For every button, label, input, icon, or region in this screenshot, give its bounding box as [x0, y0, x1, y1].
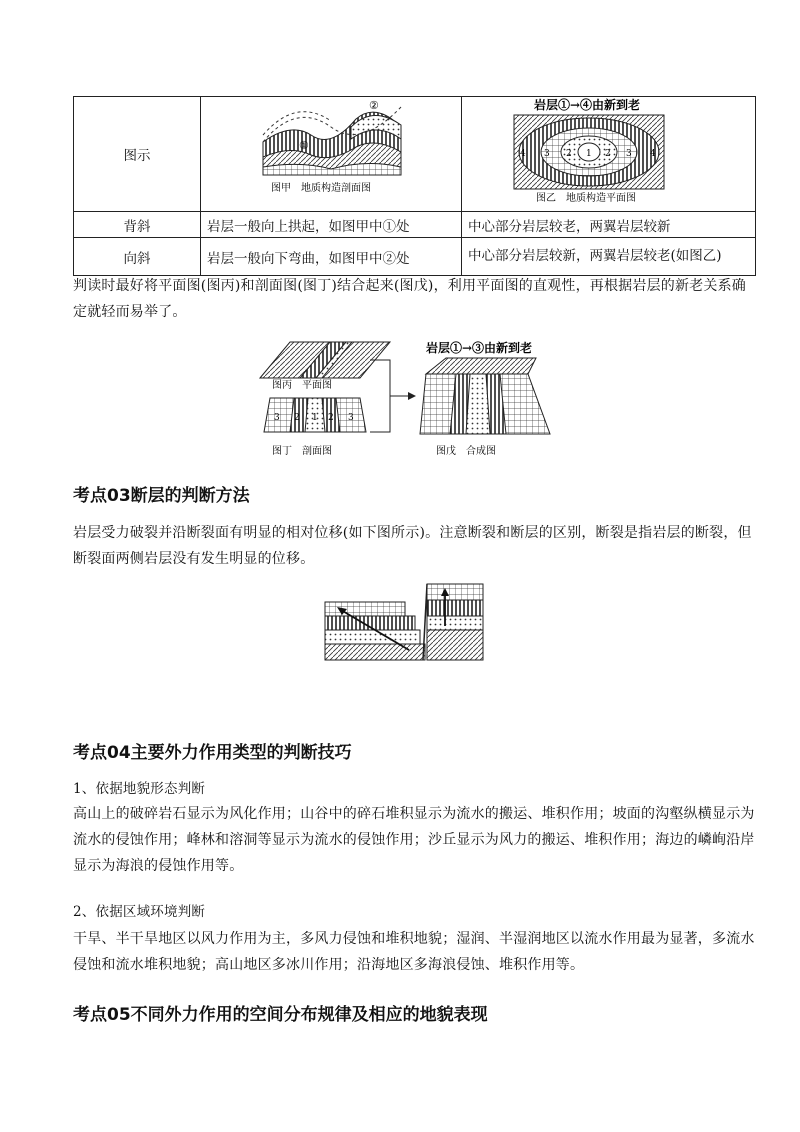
sec-num-3: 2 — [328, 413, 334, 423]
cap-plan: 图丙 平面图 — [272, 380, 332, 391]
sec-num-4: 3 — [348, 413, 354, 423]
row-label-figure: 图示 — [74, 97, 201, 212]
heading-section-04: 考点04主要外力作用类型的判断技巧 — [73, 743, 352, 763]
mark-2: ② — [369, 99, 379, 112]
fold-comparison-table — [73, 96, 756, 276]
fig-a-caption: 图甲 地质构造剖面图 — [271, 183, 371, 194]
anticline-plan: 中心部分岩层较老，两翼岩层较新 — [462, 212, 756, 238]
section-04-sub1: 1、依据地貌形态判断 — [73, 781, 206, 797]
plan-num-4: 2 — [605, 149, 611, 159]
plan-num-6: 4 — [650, 149, 656, 159]
row-label-anticline: 背斜 — [74, 212, 201, 238]
section-04-sub2: 2、依据区域环境判断 — [73, 904, 206, 920]
section-03-body: 岩层受力破裂并沿断裂面有明显的相对位移(如下图所示)。注意断裂和断层的区别，断裂是指岩层的断裂，但断裂面两侧岩层没有发生明显的位移。 — [73, 525, 752, 567]
plan-diagram — [462, 97, 752, 207]
combo-title: 岩层①→③由新到老 — [426, 341, 533, 355]
row-label-syncline: 向斜 — [74, 238, 201, 276]
plan-num-1: 3 — [544, 149, 550, 159]
syncline-plan: 中心部分岩层较新，两翼岩层较老(如图乙) — [462, 238, 756, 276]
section-04-body2: 干旱、半干旱地区以风力作用为主，多风力侵蚀和堆积地貌；湿润、半湿润地区以流水作用最为显著，多流水侵蚀和流水堆积地貌；高山地区多冰川作用；沿海地区多海浪侵蚀、堆积作用等。 — [73, 931, 755, 973]
heading-section-03: 考点03断层的判断方法 — [73, 486, 250, 506]
cap-section: 图丁 剖面图 — [272, 446, 332, 457]
fig-b-caption: 图乙 地质构造平面图 — [536, 193, 636, 204]
heading-section-05: 考点05不同外力作用的空间分布规律及相应的地貌表现 — [73, 1005, 488, 1025]
anticline-profile: 岩层一般向上拱起，如图甲中①处 — [201, 212, 462, 238]
cell-figure-a — [201, 97, 462, 212]
mark-1: ① — [299, 139, 309, 152]
plan-num-3: 1 — [586, 149, 592, 159]
profile-diagram — [201, 97, 461, 207]
section-04-body1: 高山上的破碎岩石显示为风化作用；山谷中的碎石堆积显示为流水的搬运、堆积作用；坡面的沟壑纵横显示为流水的侵蚀作用；峰林和溶洞等显示为流水的侵蚀作用；沙丘显示为风力的搬运、堆积作用；海边的嶙峋沿岸显示为海浪的侵蚀作用等。 — [73, 806, 755, 874]
combined-diagram — [250, 336, 560, 460]
sec-num-2: 1 — [312, 413, 318, 423]
cap-combined: 图戊 合成图 — [436, 446, 496, 457]
syncline-profile: 岩层一般向下弯曲，如图甲中②处 — [201, 238, 462, 276]
paragraph-reading-tip: 判读时最好将平面图(图丙)和剖面图(图丁)结合起来(图戊)，利用平面图的直观性，再根据岩层的新老关系确定就轻而易举了。 — [73, 278, 746, 320]
plan-num-5: 3 — [626, 149, 632, 159]
plan-num-2: 2 — [566, 149, 572, 159]
fault-diagram — [323, 582, 485, 662]
fig-b-title: 岩层①→④由新到老 — [534, 98, 641, 112]
plan-num-0: 4 — [520, 149, 526, 159]
sec-num-0: 3 — [274, 413, 280, 423]
cell-figure-b — [462, 97, 756, 212]
sec-num-1: 2 — [294, 413, 300, 423]
